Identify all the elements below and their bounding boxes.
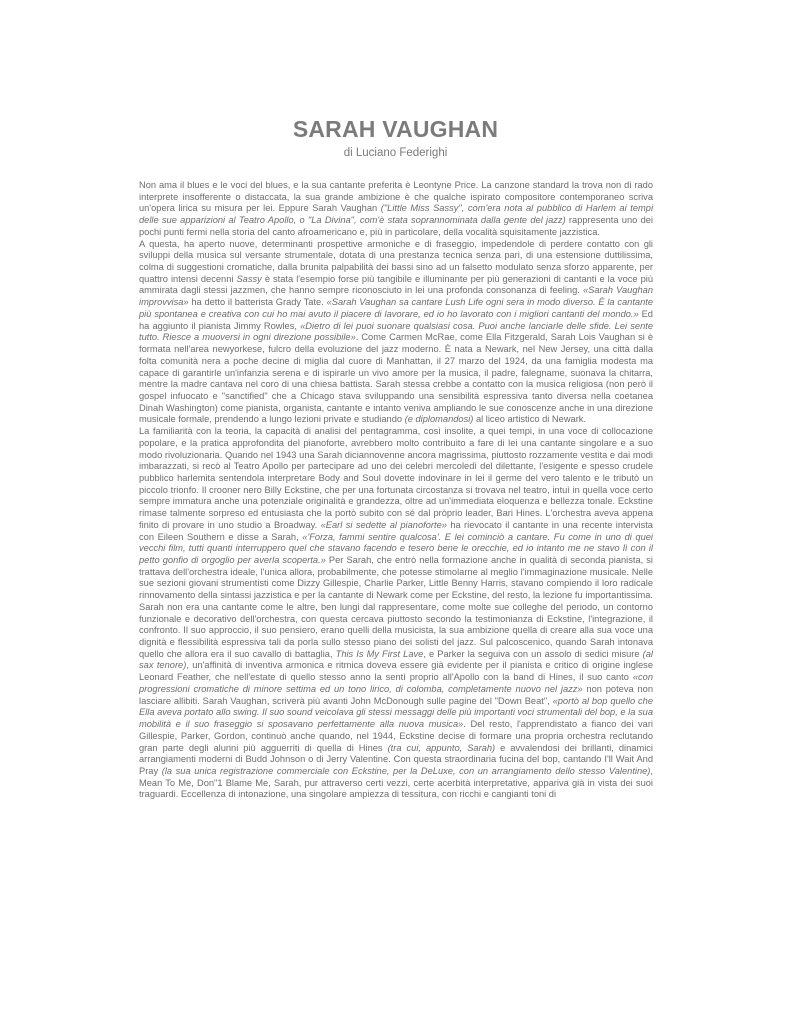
- paragraph-text: Non ama il blues e le voci del blues, e la sua cantante preferita è Leontyne Price. La canzone standard la trova non di rado interprete insofferente o distaccata, la sua grande ambizione è che qualche ispirato compositore contemporaneo scriva un'opera lirica su misura per lei. Eppure Sarah Vaughan: [139, 180, 653, 214]
- italic-text: «Sarah Vaughan improvvisa»: [139, 285, 653, 308]
- italic-text: Sassy: [236, 273, 262, 284]
- article-body: [139, 180, 653, 801]
- italic-text: «con progressioni cromatiche di minore settima ed un tono lirico, di colomba, completamente nuovo nel jazz»: [139, 672, 653, 694]
- italic-text: «'Forza, fammi sentire qualcosa'. E lei cominciò a cantare. Fu come in uno di quei vecchi film, tutti quanti interruppero quel che stavano facendo e tesero bene le orecchie, ed io intanto me ne stavo lì con il petto gonfio di orgoglio per averla scoperta.»: [139, 531, 653, 565]
- paragraph-text: . Del resto, l'apprendistato a fianco dei vari Gillespie, Parker, Gordon, continuò anche quando, nel 1944, Eckstine decise di formare una propria orchestra reclutando gran parte degli alunni più agguerriti di quella di Hines: [139, 719, 653, 753]
- italic-text: «portò al bop quello che Ella aveva portato allo swing. Il suo sound veicolava gli stessi messaggi delle più importanti voci strumentali del bop, e la sua mobilità e il suo fraseggio si sposavano perfettamente alla nuova musica»: [139, 695, 653, 730]
- italic-text: «Earl si sedette al pianoforte»: [320, 519, 447, 530]
- italic-text: (la sua unica registrazione commerciale con Eckstine, per la DeLuxe, con un arrangiamento dello stesso Valentine): [161, 765, 651, 776]
- paragraph-text: . Come Carmen McRae, come Ella Fitzgerald, Sarah Lois Vaughan si è formata nell'area newyorkese, fulcro della evoluzione del jazz moderno. È nata a Newark, nel New Jersey, una città dalla folta comunità nera a poche decine di miglia dal cuore di Manhattan, il 27 marzo del 1924, da una famiglia modesta ma capace di garantirle un'infanzia serena e di ispirarle un vivo amore per la musica, il padre, falegname, suonava la chitarra, mentre la madre cantava nel coro di una chiesa battista. Sarah stessa crebbe a contatto con la musica religiosa (non però il gospel infuocato e "sanctified" che a Chicago stava sviluppando una sensibilità espressiva tanto diversa nella coetanea Dinah Washington) come pianista, organista, cantante e intanto veniva ampliando le sue conoscenze anche in una direzione musicale formale, prendendo a lungo lezioni private e studiando: [139, 332, 653, 425]
- italic-text: «Dietro di lei puoi suonare qualsiasi cosa. Puoi anche lanciarle delle sfide. Lei sente tutto. Riesce a muoversi in ogni direzione possibile»: [139, 320, 654, 343]
- article-byline: di Luciano Federighi: [343, 147, 448, 159]
- paragraph-text: La familiarità con la teoria, la capacità di analisi del pentagramma, così insolite, a quei tempi, in una voce di collocazione popolare, e la pratica approfondita del pianoforte, avrebbero molto contribuito a fare di lei una cantante singolare e a suo modo rivoluzionaria. Quando nel 1943 una Sarah diciannovenne ancora magrissima, piuttosto rozzamente vestita e dai modi imbarazzati, si recò al Teatro Apollo per partecipare ad uno dei celebri mercoledì del dilettante, l'esigente e spesso crudele pubblico harlemita sentendola interpretare Body and Soul dovette indovinare in lei il germe del vero talento e le tributò un piccolo trionfo. Il crooner nero Billy Eckstine, che per una fortunata circostanza si trovava nel teatro, intuì in quella voce certo sempre immatura anche una potenziale originalità e grandezza, oltre ad un'immediata eloquenza e bellezza tonale. Eckstine rimase talmente sorpreso ed entusiasta che la portò subito con sé dal pròprio leader, Bari Hines. L'orchestra aveva appena finito di provare in uno studio a Broadway.: [139, 426, 653, 530]
- paragraph-text: e avvalendosi dei brillanti, dinamici arrangiamenti moderni di Budd Johnson o di Jerry Valentine. Con questa straordinaria fucina del bop, cantando I'll Wait And Pray: [139, 742, 653, 776]
- paragraph-text: Ed ha aggiunto il pianista Jimmy Rowles,: [139, 308, 653, 331]
- italic-text: ("Little Miss Sassy", com'era nota al pubblico di Harlem ai tempi delle sue apparizioni al Teatro Apollo, o "La Divina", com'è stata soprannominata dalla gente del jazz): [139, 203, 654, 226]
- paragraph-text: A questa, ha aperto nuove, determinanti prospettive armoniche e di fraseggio, impedendole di perdere contatto con gli sviluppi della musica sul versante strumentale, dotata di una prestanza tecnica senza pari, di una estensione duttilissima, colma di suggestioni cromatiche, dalla brunita palpabilità dei bassi sino ad un falsetto modulato senza sforzo apparente, per quattro intensi decenni: [139, 238, 653, 284]
- paragraph-text: , Mean To Me, Don"1 Blame Me, Sarah, pur attraverso certi vezzi, certe acerbità interpretative, appariva già in vista dei suoi traguardi. Eccellenza di intonazione, una singolare ampiezza di tessitura, con ricchi e cangianti toni di: [139, 765, 654, 800]
- paragraph-text: rappresenta uno dei pochi punti fermi nella storia del canto afroamericano e, più in particolare, della vocalità squisitamente jazzistica.: [139, 215, 653, 237]
- body-paragraph: [139, 180, 653, 239]
- paragraph-text: non poteva non lasciare allibiti. Sarah Vaughan, scriverà più avanti John McDonough sulle pagine del "Down Beat",: [139, 683, 653, 706]
- paragraph-text: è stata l'esempio forse più tangibile e illuminante per più generazioni di cantanti e la voce più ammirata dagli stessi jazzmen, che hanno sempre riconosciuto in lei una profonda consonanza di feeling.: [139, 273, 653, 296]
- article-title: SARAH VAUGHAN: [292, 116, 499, 142]
- italic-text: This Is My First Lave: [335, 648, 424, 659]
- paragraph-text: ha rievocato il cantante in una recente intervista con Eileen Southern e disse a Sarah,: [139, 519, 653, 542]
- body-paragraph: [139, 239, 653, 427]
- italic-text: (tra cui, appunto, Sarah): [387, 742, 496, 753]
- paragraph-text: Per Sarah, che entrò nella formazione anche in qualità di seconda pianista, si trattava dell'orchestra ideale, l'unica allora, probabilmente, che potesse stimolarne al meglio l'immaginazione musicale. Nelle sue sezioni giovani strumentisti come Dizzy Gillespie, Charlie Parker, Little Benny Harris, stavano compiendo il loro radicale rinnovamento della sintassi jazzistica e per la cantante di Newark come per Eckstine, del resto, la lezione fu importantissima. Sarah non era una cantante come le altre, ben lungi dal rappresentare, come molte sue colleghe del periodo, un contorno funzionale e decorativo dell'orchestra, con questa cercava piuttosto secondo la testimonianza di Eckstine, l'integrazione, il confronto. Il suo approccio, il suo pensiero, erano quelli della musicista, la sua ambizione quella di creare alla sua voce una dignità e flessibilità espressiva tali da porla sullo stesso piano dei solisti del jazz. Sul palcoscenico, quando Sarah intonava quello che allora era il suo cavallo di battaglia,: [139, 555, 653, 659]
- italic-text: (e diplomandosi): [404, 414, 474, 425]
- paragraph-text: ha detto il batterista Grady Tate.: [188, 297, 327, 308]
- italic-text: (al sax tenore): [139, 648, 653, 671]
- italic-text: «Sarah Vaughan sa cantare Lush Life ogni sera in modo diverso. È la cantante più spontanea e creativa con cui ho mai avuto il piacere di lavorare, ed io ho lavorato con i migliori cantanti del mondo.»: [139, 297, 653, 319]
- paragraph-text: , un'affinità di inventiva armonica e ritmica doveva essere già evidente per il pianista e critico di origine inglese Leonard Feather, che nell'estate di quello stesso anno la sentì proprio all'Apollo con la band di Hines, il suo canto: [139, 660, 653, 683]
- body-paragraph: [139, 426, 653, 801]
- paragraph-text: al liceo artistico di Newark.: [473, 414, 587, 425]
- paragraph-text: , e Parker la seguiva con un assolo di sedici misure: [423, 648, 643, 659]
